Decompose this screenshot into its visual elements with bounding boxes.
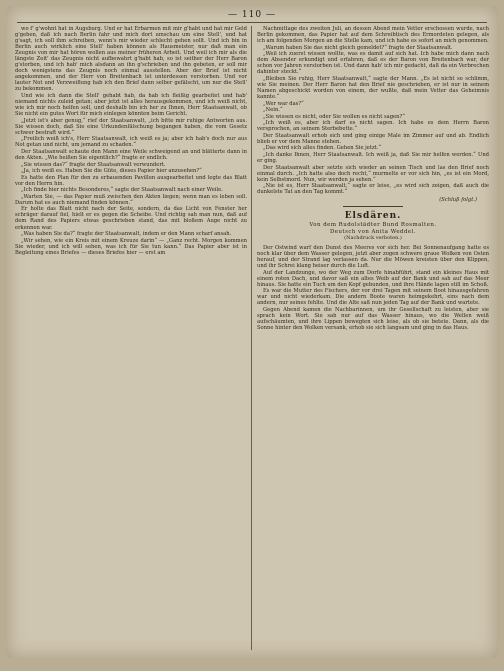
paragraph: „Jetzt ist's aber genug,“ rief der Staatsanwalt, „ich bitte mir ruhige Antworten aus. Sie wissen doch, daß Sie eine Urkundenfälschung begangen haben, die vom Gesetz schwer bestraft wird.“ xyxy=(15,117,247,136)
newspaper-page xyxy=(7,6,497,658)
right-column xyxy=(257,26,489,652)
paragraph: „Nie ist es, Herr Staatsanwalt,“ sagte er leise, „es wird sich zeigen, daß auch die dunkelste Tat an den Tag kommt.“ xyxy=(257,183,489,196)
reprint-notice: (Nachdruck verboten.) xyxy=(344,235,402,242)
left-column xyxy=(15,26,247,652)
paragraph: Nachmittage des zweiten Juli, an dessen Abend mein Vetter erschossen wurde, nach Berlin gekommen, das Papier hat auf dem Schreibtisch des Ermordeten gelegen, als ich am folgenden Morgen an die Stelle kam, und ich habe es sofort an mich genommen. xyxy=(257,26,489,45)
paragraph: „Bleiben Sie ruhig, Herr Staatsanwalt,“ sagte der Mann. „Es ist nicht so schlimm, wie Sie meinen. Der Herr Baron hat den Brief nie geschrieben, er ist nur in seinem Namen abgeschickt worden von einem, der wußte, daß mein Vetter das Geheimnis kannte.“ xyxy=(257,75,489,101)
paragraph: „Weil ich zuerst wissen wollte, was es damit auf sich hat. Ich habe mich dann nach dem Absender erkundigt und erfahren, daß es der Baron von Breitenbach war, der schon vor Jahren verstorben ist. Und dann hab' ich mir gedacht, daß da ein Verbrechen dahinter steckt.“ xyxy=(257,51,489,76)
story-translator: Deutsch von Anita Weddel. xyxy=(329,228,417,235)
paragraph: „Warum haben Sie das nicht gleich gemeldet?“ fragte der Staatsanwalt. xyxy=(263,44,453,51)
to-be-continued: (Schluß folgt.) xyxy=(439,197,477,204)
paragraph: Der Staatsanwalt aber setzte sich wieder an seinen Tisch und las den Brief noch einmal durch. „Ich hatte also doch recht,“ murmelte er vor sich hin, „es ist ein Mord, kein Selbstmord. Nun, wir werden ja sehen.“ xyxy=(257,164,489,183)
paragraph: Der Staatsanwalt erhob sich und ging einige Male im Zimmer auf und ab. Endlich blieb er vor dem Manne stehen. xyxy=(257,132,489,145)
paragraph: wo f' g'wohnt hat in Augsburg. Und er hat Erbarmen mit mir g'habt und hat mir Geld g'geben, daß ich nach Berlin fahr und mich dort umschau um eine Stell', und hat g'sagt, ich soll ihm schreiben, wenn's mir wieder schlecht gehen sollt. Und ich bin in Berlin auch wirklich eine Stell' haben können als Hausmeister, nur daß man ein Zeugnis von mir hat hören wollen aus meiner früheren Arbeit. Und weil ich mir als die längste Zeit' das Zeugnis nicht aufbewahrt g'habt hab, so ist seither der Herr Baron g'storben, und ich hab' mich alsdann an ihn g'schrieben und ihn gebeten, er soll mir doch wenigstens das Zeugnis noch einmal ausstellen. Aber der Brief ist nicht angekommen, und der Herr von Breitenbach ist unterdessen verstorben. Und vor lauter Not und Verzweiflung hab ich den Brief dann selber gefälscht, um nur die Stell' zu bekommen. xyxy=(15,26,247,93)
paragraph: „Sie wissen das?“ fragte der Staatsanwalt verwundert. xyxy=(21,161,166,168)
header-rule xyxy=(17,22,487,23)
paragraph: Auf der Landzunge, wo der Weg zum Dorfe hinabführt, stand ein kleines Haus mit einem roten Dach, und davor saß ein altes Weib auf der Bank und sah auf das Meer hinaus. Sie hatte ein Tuch um den Kopf gebunden, und ihre Hände lagen still im Schoß. xyxy=(257,269,489,288)
paragraph: „Ich weiß es, aber ich darf es nicht sagen. Ich habe es dem Herrn Baron versprochen, an seinem Sterbebette.“ xyxy=(257,120,489,133)
paragraph: „Ich danke Ihnen, Herr Staatsanwalt. Ich weiß ja, daß Sie mir helfen werden.“ Und er ging. xyxy=(257,151,489,164)
paragraph: „Wer war das?“ xyxy=(263,100,304,107)
story-byline: Von dem Rudolstädter Bund Rosmalten. xyxy=(309,222,437,229)
paragraph: „Was haben Sie da?“ fragte der Staatsanwalt, indem er den Mann scharf ansah. xyxy=(21,231,232,238)
paragraph: „Ich finde hier nichts Besonderes,“ sagte der Staatsanwalt nach einer Weile. xyxy=(21,187,223,194)
paragraph: Der Ostwind warf den Dunst des Meeres vor sich her. Bei Sonnenaufgang hatte es noch klar über dem Wasser gelegen, jetzt aber zogen schwere graue Wolken von Osten herauf, und der Strand lag verlassen da. Nur die Möwen kreisten über den Klippen, und ihr Schrei klang heiser durch die Luft. xyxy=(257,244,489,269)
paragraph: „Nein.“ xyxy=(263,107,283,114)
page-number: — 110 — xyxy=(228,10,276,20)
story-title: Elsdären. xyxy=(344,211,402,222)
paragraph: „Wir sehen, wie ein Kreis mit einem Kreuze darin“ — „Ganz recht. Morgen kommen Sie wieder, und ich will sehen, was ich für Sie tun kann.“ Das Papier aber ist in Begleitung eines Briefes — dieses Briefes hier — erst am xyxy=(15,237,247,256)
paragraph: Er holte das Blatt nicht nach der Seite, sondern, da das Licht von Fenster her schräger darauf fiel, hielt er es gegen die Scheibe. Und richtig sah man nun, daß auf dem Rand des Papiers etwas geschrieben stand, das mit bloßem Auge nicht zu erkennen war. xyxy=(15,206,247,231)
paragraph: Es war die Mutter des Fischers, der vor drei Tagen mit seinem Boot hinausgefahren war und nicht wiederkam. Die andern Boote waren heimgekehrt, eins nach dem andern, nur seines fehlte. Und die Alte saß nun jeden Tag auf der Bank und wartete. xyxy=(257,288,489,307)
paragraph: „Warten Sie, — das Papier muß zwischen den Akten liegen; wenn man es leben soll. Darum hat es auch niemand finden können.“ xyxy=(15,193,247,206)
paragraph: Es hatte den Plan für den zu erbauenden Pavillon ausgearbeitet und legte das Blatt vor den Herrn hin. xyxy=(15,174,247,187)
paragraph: „Freilich weiß ich's, Herr Staatsanwalt, ich weiß es ja; aber ich hab's doch nur aus Not getan und nicht, um jemand zu schaden.“ xyxy=(15,136,247,149)
paragraph: Gegen Abend kamen die Nachbarinnen, um ihr Gesellschaft zu leisten, aber sie sprach kein Wort. Sie sah nur auf das Wasser hinaus, wo die Wellen weiß aufschäumten, und ihre Lippen bewegten sich leise, als ob sie betete. Dann, als die Sonne hinter den Wolken versank, erhob sie sich langsam und ging in das Haus. xyxy=(257,306,489,331)
paragraph: Der Staatsanwalt schaute den Mann eine Weile schweigend an und blätterte dann in den Akten. „Wie heißen Sie eigentlich?“ fragte er endlich. xyxy=(15,148,247,161)
section-separator xyxy=(343,206,403,207)
paragraph: Und wie ich dann die Stell' gehabt hab, da hab ich fleißig gearbeitet und hab' niemand nichts zuleid getan; aber jetzt ist alles herausgekommen, und ich weiß nicht, wie ich mir noch helfen soll, und deshalb bin ich her zu Ihnen, Herr Staatsanwalt, ob Sie nicht ein gutes Wort für mich einlegen könnten beim Gericht. xyxy=(15,93,247,118)
paragraph: „Das wird sich alles finden. Gehen Sie jetzt.“ xyxy=(263,145,382,152)
column-divider xyxy=(251,26,252,650)
paragraph: „Sie wissen es nicht, oder Sie wollen es nicht sagen?“ xyxy=(263,113,405,120)
paragraph: „Ja, ich weiß es. Haben Sie die Güte, dieses Papier hier anzusehen?“ xyxy=(21,168,202,175)
